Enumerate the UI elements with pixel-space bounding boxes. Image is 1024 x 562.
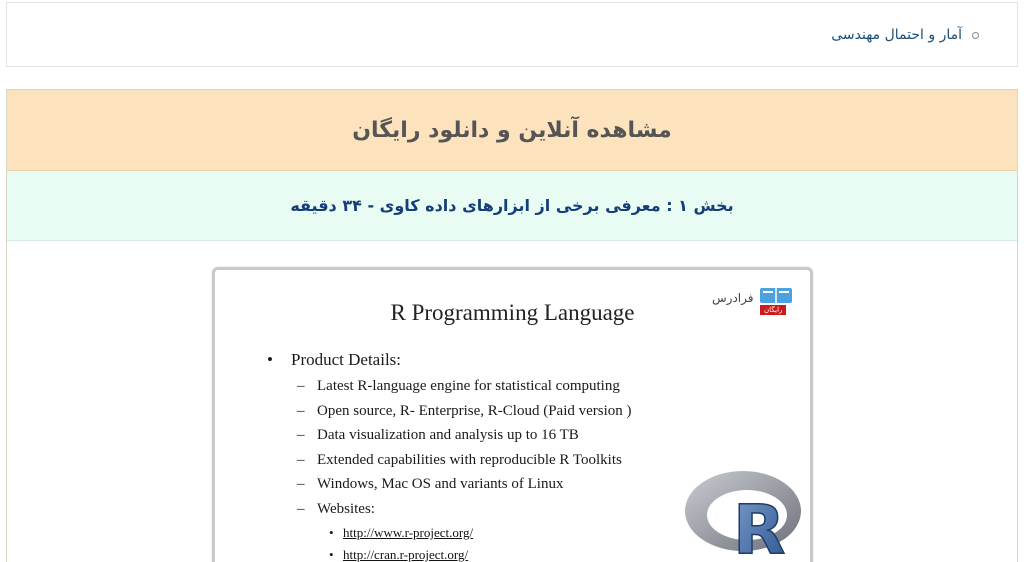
breadcrumb-link-course[interactable]: آمار و احتمال مهندسی (831, 27, 962, 43)
panel-header (7, 90, 1017, 171)
section-bar[interactable] (7, 171, 1017, 241)
svg-text:R: R (733, 491, 786, 562)
slide-link: http://www.r-project.org/ (343, 525, 474, 540)
slide-list-item: – Data visualization and analysis up to 16 TB (297, 427, 579, 443)
slide-link-item: • http://cran.r-project.org/ (329, 547, 469, 562)
breadcrumb (831, 27, 979, 43)
slide-main-bullet: • Product Details: (267, 350, 632, 370)
slide-link-item: • http://www.r-project.org/ (329, 525, 474, 540)
r-logo-icon (683, 465, 805, 562)
slide-body (267, 350, 632, 562)
circle-bullet-icon (972, 32, 979, 39)
section-title[interactable]: بخش ۱ : معرفی برخی از ابزارهای داده کاوی - ۳۴ دقیقه (290, 196, 734, 215)
slide-list-item: – Latest R-language engine for statistical computing (297, 378, 620, 394)
slide-list-item: – Open source, R- Enterprise, R-Cloud (Paid version ) (297, 402, 632, 419)
slide-list-item: – Extended capabilities with reproducible R Toolkits (297, 451, 622, 468)
watermark-brand: فرادرس (712, 291, 754, 305)
slide-link: http://cran.r-project.org/ (343, 547, 469, 562)
video-player[interactable] (212, 267, 813, 562)
watermark-badge: رایگان (760, 305, 786, 315)
panel-title: مشاهده آنلاین و دانلود رایگان (352, 117, 672, 143)
slide-list-item: – Websites: (297, 500, 375, 517)
breadcrumb-box (6, 2, 1018, 67)
slide-list-item: – Windows, Mac OS and variants of Linux (297, 476, 564, 492)
slide-title: R Programming Language (390, 300, 635, 325)
video-panel (6, 89, 1018, 562)
